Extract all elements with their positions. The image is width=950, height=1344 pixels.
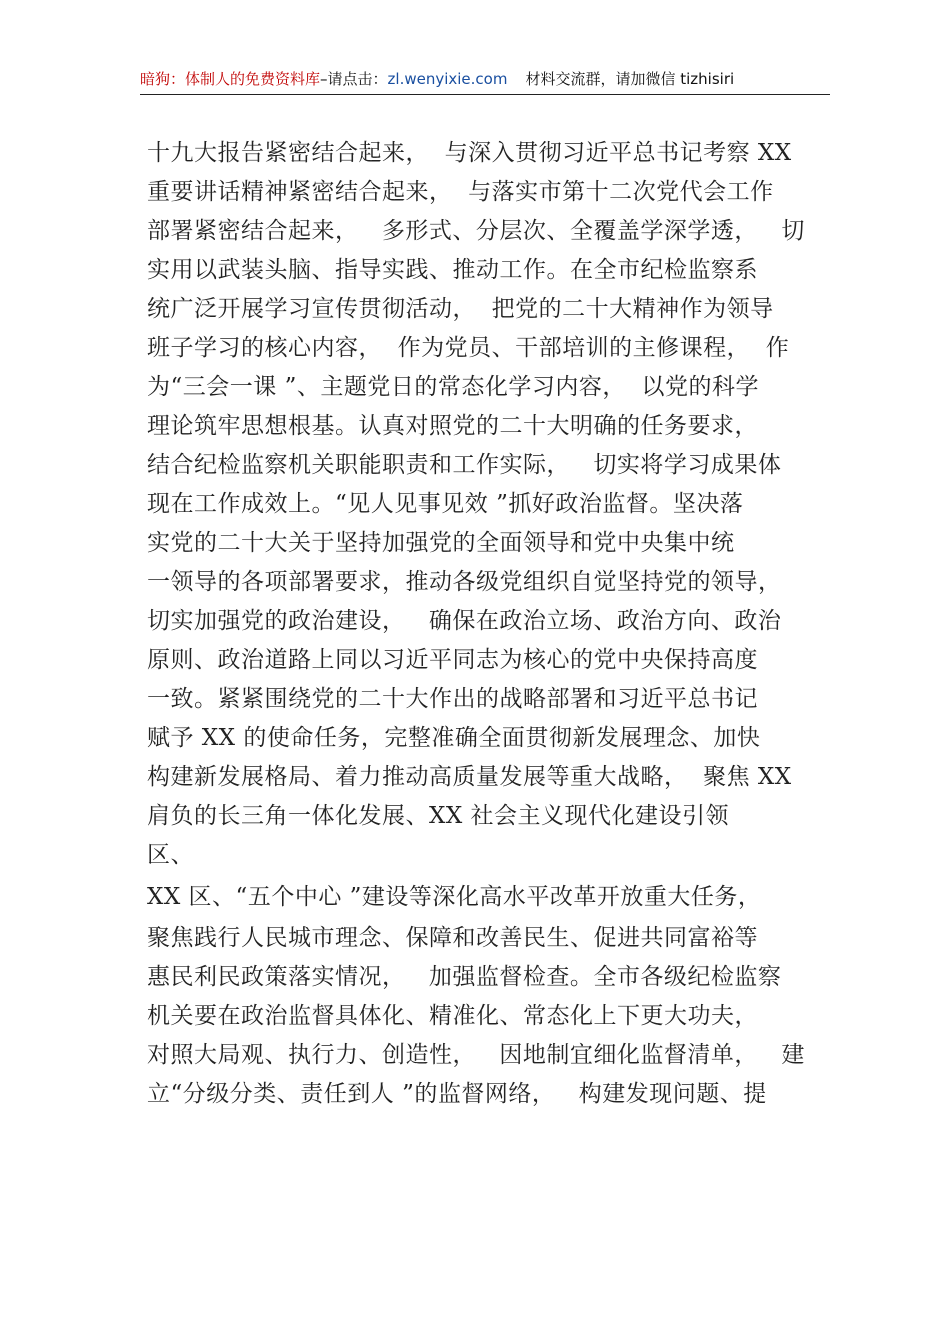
body-line: 肩负的长三角一体化发展、XX 社会主义现代化建设引领 [147, 803, 730, 829]
body-line: 惠民利民政策落实情况， 加强监督检查。全市各级纪检监察 [147, 964, 782, 990]
body-line: 结合纪检监察机关职能职责和工作实际， 切实将学习成果体 [147, 452, 782, 478]
body-line: 实用以武装头脑、指导实践、推动工作。在全市纪检监察系 [147, 257, 758, 283]
body-line: 为“三会一课 ”、主题党日的常态化学习内容， 以党的科学 [147, 374, 759, 400]
body-line: 重要讲话精神紧密结合起来， 与落实市第十二次党代会工作 [147, 179, 774, 205]
body-line: 区、 [147, 842, 194, 868]
body-line: 班子学习的核心内容， 作为党员、干部培训的主修课程， 作 [147, 335, 790, 361]
body-line: 立“分级分类、责任到人 ”的监督网络， 构建发现问题、提 [147, 1081, 767, 1107]
body-line: 理论筑牢思想根基。认真对照党的二十大明确的任务要求， [147, 413, 758, 439]
body-line: 赋予 XX 的使命任务，完整准确全面贯彻新发展理念、加快 [147, 725, 761, 751]
header-contact: 材料交流群，请加微信 tizhisiri [525, 70, 735, 88]
header-brand: 暗狗：体制人的免费资料库 [140, 70, 321, 88]
body-line: 切实加强党的政治建设， 确保在政治立场、政治方向、政治 [147, 608, 782, 634]
body-line: XX 区、“五个中心 ”建设等深化高水平改革开放重大任务， [147, 884, 762, 910]
body-line: 部署紧密结合起来， 多形式、分层次、全覆盖学深学透， 切 [147, 218, 805, 244]
body-line: 对照大局观、执行力、创造性， 因地制宜细化监督清单， 建 [147, 1042, 805, 1068]
body-line: 一致。紧紧围绕党的二十大作出的战略部署和习近平总书记 [147, 686, 758, 712]
body-line: 机关要在政治监督具体化、精准化、常态化上下更大功夫， [147, 1003, 758, 1029]
header-url-link[interactable]: zl.wenyixie.com [387, 70, 508, 88]
body-line: 实党的二十大关于坚持加强党的全面领导和党中央集中统 [147, 530, 735, 556]
header-click-prompt: –请点击： [320, 70, 388, 88]
body-line: 构建新发展格局、着力推动高质量发展等重大战略， 聚焦 XX [147, 764, 792, 790]
body-line: 统广泛开展学习宣传贯彻活动， 把党的二十大精神作为领导 [147, 296, 774, 322]
body-line: 原则、政治道路上同以习近平同志为核心的党中央保持高度 [147, 647, 758, 673]
body-line: 聚焦践行人民城市理念、保障和改善民生、促进共同富裕等 [147, 925, 758, 951]
body-line: 现在工作成效上。“见人见事见效 ”抓好政治监督。坚决落 [147, 491, 744, 517]
body-line: 一领导的各项部署要求，推动各级党组织自觉坚持党的领导， [147, 569, 782, 595]
body-line: 十九大报告紧密结合起来， 与深入贯彻习近平总书记考察 XX [147, 140, 792, 166]
document-body [147, 134, 837, 1114]
page-header [140, 64, 830, 95]
